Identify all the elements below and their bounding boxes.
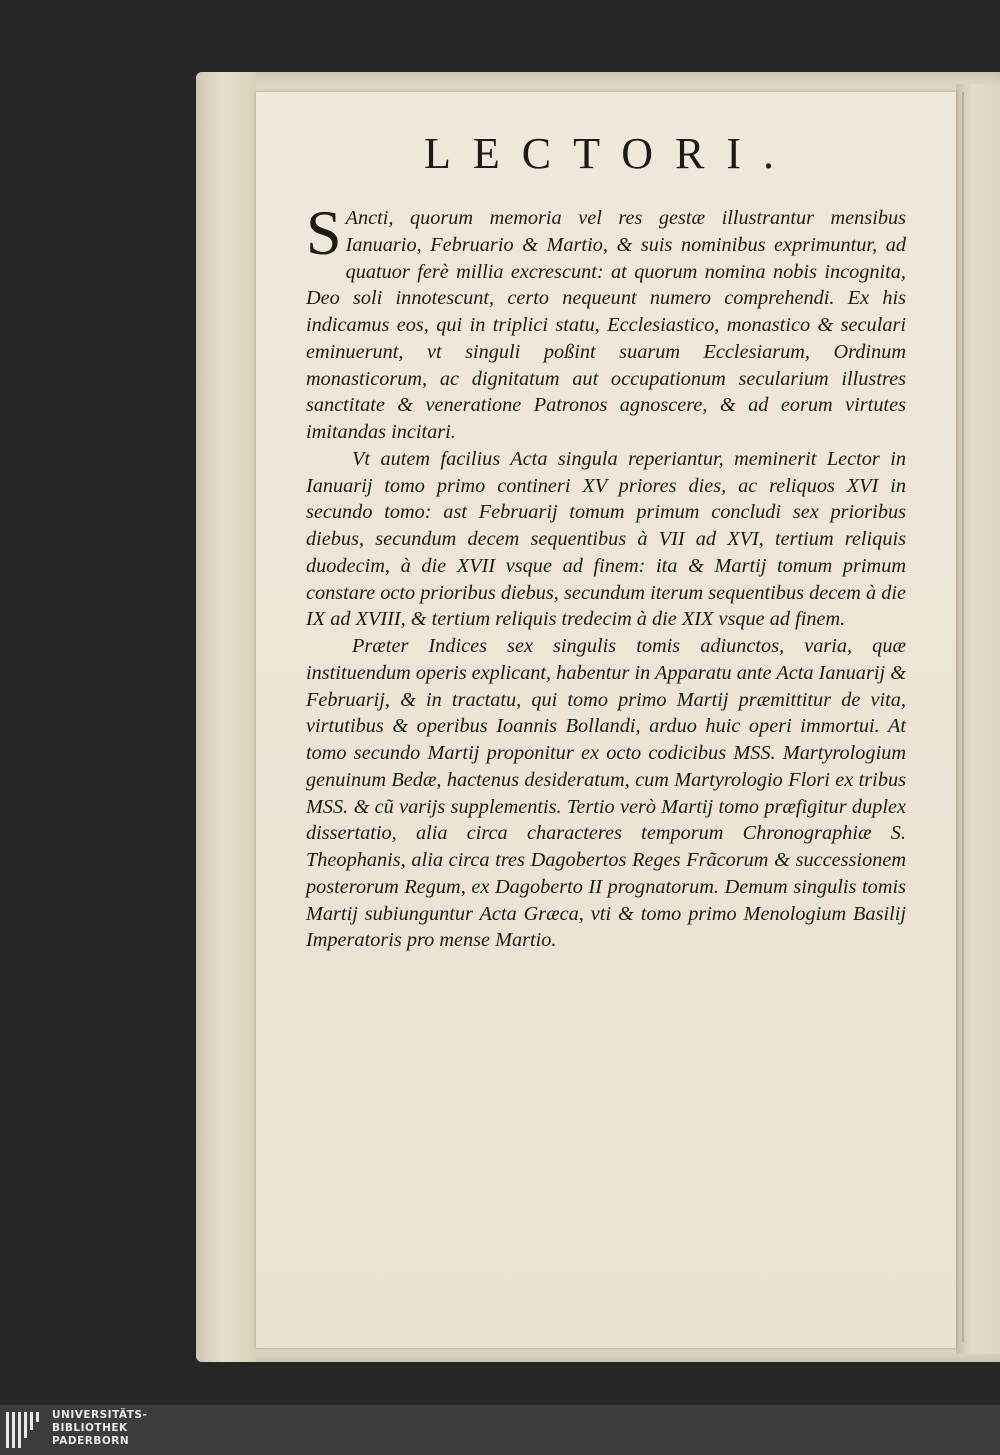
body-text — [306, 197, 906, 954]
footer-bar — [0, 1405, 1000, 1455]
logo-line-1: UNIVERSITÄTS- — [52, 1409, 148, 1421]
logo-line-2: BIBLIOTHEK — [52, 1422, 128, 1434]
library-logo-icon — [6, 1410, 44, 1450]
library-logo-text — [52, 1409, 147, 1448]
paragraph-3: Præter Indices sex singulis tomis adiunctos, varia, quæ instituendum operis explicant, habentur in Apparatu ante Acta Ianuarij & Februarij, & in tractatu, qui tomo primo Martij præmittitur de vita, virtutibus & operibus Ioannis Bollandi, arduo huic operi immortui. At tomo secundo Martij proponitur ex octo codicibus MSS. Martyrologium genuinum Bedæ, hactenus desideratum, cum Martyrologio Flori ex tribus MSS. & cũ varijs supplementis. Tertio verò Martij tomo præfigitur duplex dissertatio, alia circa characteres temporum Chronographiæ S. Theophanis, alia circa tres Dagobertos Reges Frãcorum & successionem posterorum Regum, ex Dagoberto II prognatorum. Demum singulis tomis Martij subiunguntur Acta Græca, vti & tomo primo Menologium Basilij Imperatoris pro mense Martio. — [306, 635, 906, 952]
paragraph-2: Vt autem facilius Acta singula reperiantur, meminerit Lector in Ianuarij tomo primo contineri XV priores dies, ac reliquos XVI in secundo tomo: ast Februarij tomum primum concludi sex prioribus diebus, secundum decem sequentibus à VII ad XVI, tertium reliquis duodecim, à die XVII vsque ad finem: ita & Martij tomum primum constare octo prioribus diebus, secundum iterum sequentibus decem à die IX ad XVIII, & tertium reliquis tredecim à die XIX vsque ad finem. — [306, 447, 906, 631]
paragraph-1 — [306, 197, 906, 446]
logo-line-3: PADERBORN — [52, 1435, 130, 1447]
page-gutter-line — [962, 92, 964, 1342]
binding-edge — [196, 72, 256, 1362]
drop-cap: S — [306, 197, 342, 268]
paragraph-1-text: Ancti, quorum memoria vel res gestæ illustrantur mensibus Ianuario, Februario & Martio, & suis nominibus exprimuntur, ad quatuor ferè millia excrescunt: at quorum nomina nobis incognita, Deo soli innotescunt, certo nequeunt numero comprehendi. Ex his indicamus eos, qui in triplici statu, Ecclesiastico, monastico & seculari eminuerunt, vt singuli poßint suarum Ecclesiarum, Ordinum monasticorum, ac dignitatum aut occupationum secularium illustres sanctitate & veneratione Patronos agnoscere, & ad eorum virtutes imitandas incitari. — [306, 207, 906, 443]
page-title: LECTORI. — [424, 129, 796, 178]
